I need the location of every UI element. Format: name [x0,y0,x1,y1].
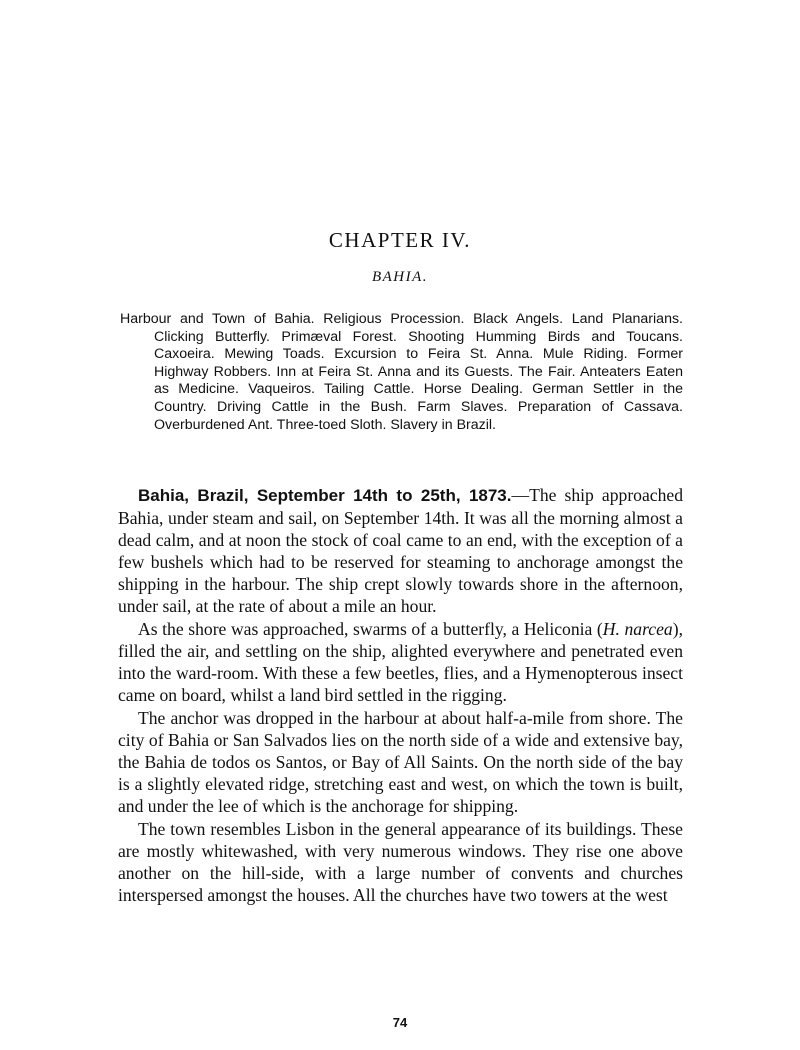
paragraph-2 [118,618,683,706]
dateline: Bahia, Brazil, September 14th to 25th, 1873. [138,486,512,505]
paragraph-1-text: —The ship approached Bahia, under steam and sail, on September 14th. It was all the morning almost a dead calm, and at noon the stock of coal came to an end, with the exception of a few bushels which had to be reserved for steaming to anchorage amongst the shipping in the harbour. The ship crept slowly towards shore in the afternoon, under sail, at the rate of about a mile an hour. [118,485,683,616]
chapter-summary: Harbour and Town of Bahia. Religious Procession. Black Angels. Land Planarians. Clicking Butterfly. Primæval Forest. Shooting Humming Birds and Toucans. Caxoeira. Mewing Toads. Excursion to Feira St. Anna. Mule Riding. Former Highway Robbers. Inn at Feira St. Anna and its Guests. The Fair. Anteaters Eaten as Medicine. Vaqueiros. Tailing Cattle. Horse Dealing. German Settler in the Country. Driving Cattle in the Bush. Farm Slaves. Preparation of Cassava. Overburdened Ant. Three-toed Sloth. Slavery in Brazil. [120,311,683,433]
paragraph-2-text-b: ), filled the air, and settling on the ship, alighted everywhere and penetrated even into the ward-room. With these a few beetles, flies, and a Hymenopterous insect came on board, whilst a land bird settled in the rigging. [118,619,683,705]
page-number: 74 [392,1015,408,1030]
chapter-subtitle: BAHIA. [371,269,429,285]
paragraph-2-text-a: As the shore was approached, swarms of a butterfly, a Heliconia ( [138,619,603,639]
body-text [118,484,683,907]
paragraph-1 [118,484,683,617]
paragraph-4: The town resembles Lisbon in the general appearance of its buildings. These are mostly whitewashed, with very numerous windows. They rise one above another on the hill-side, with a large number of convents and churches interspersed amongst the houses. All the churches have two towers at the west [118,819,683,905]
paragraph-3: The anchor was dropped in the harbour at about half-a-mile from shore. The city of Bahia or San Salvados lies on the north side of a wide and extensive bay, the Bahia de todos os Santos, or Bay of All Saints. On the north side of the bay is a slightly elevated ridge, stretching east and west, on which the town is built, and under the lee of which is the anchorage for shipping. [118,708,683,816]
chapter-title: CHAPTER IV. [328,228,472,252]
species-name: H. narcea [602,619,673,639]
